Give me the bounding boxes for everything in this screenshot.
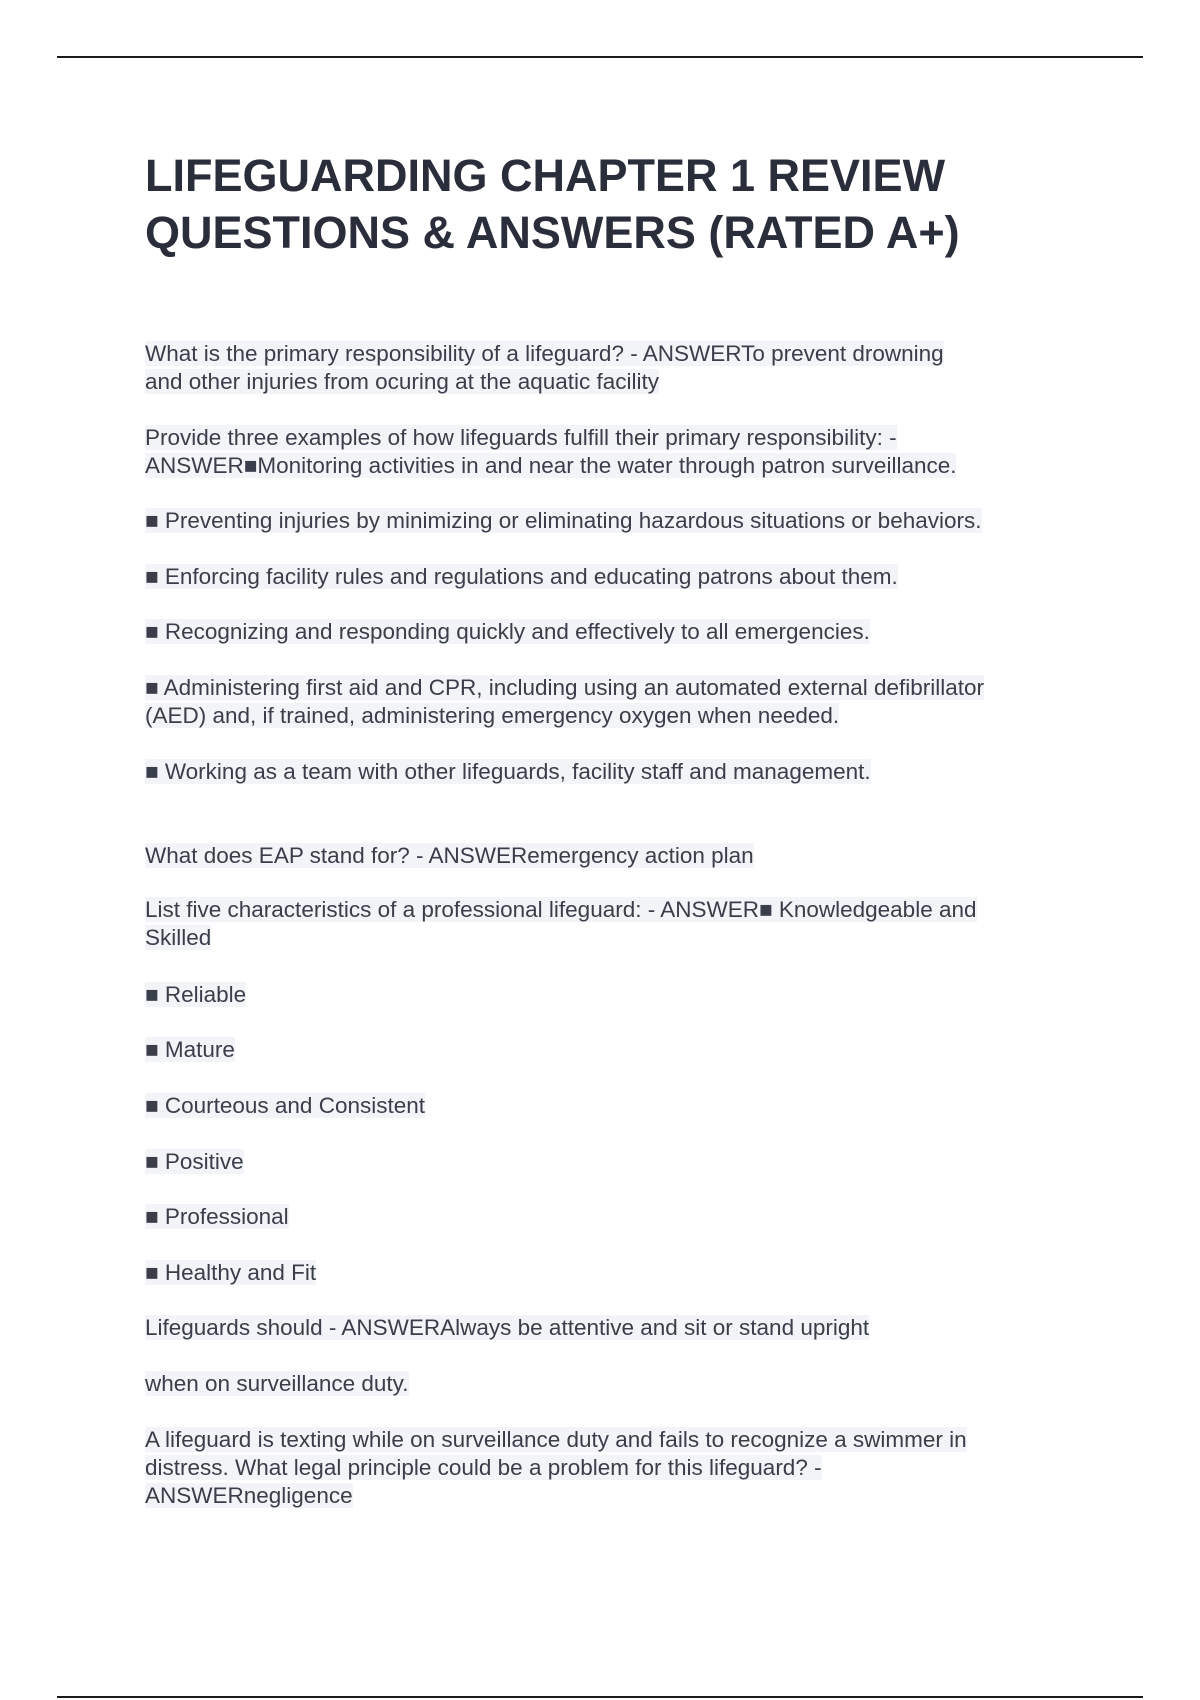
bullet-positive: ■ Positive: [145, 1149, 244, 1174]
document-title: LIFEGUARDING CHAPTER 1 REVIEW QUESTIONS & ANSWERS (RATED A+): [145, 150, 960, 258]
bullet-preventing-injuries: ■ Preventing injuries by minimizing or eliminating hazardous situations or behaviors.: [145, 508, 982, 533]
footer-rule: [57, 1696, 1143, 1698]
bullet-mature: ■ Mature: [145, 1037, 235, 1062]
paragraph-lifeguards-should: Lifeguards should - ANSWERAlways be attentive and sit or stand upright: [145, 1315, 870, 1340]
bullet-professional: ■ Professional: [145, 1204, 289, 1229]
bullet-enforcing-rules: ■ Enforcing facility rules and regulations and educating patrons about them.: [145, 564, 898, 589]
bullet-reliable: ■ Reliable: [145, 982, 247, 1007]
bullet-healthy-fit: ■ Healthy and Fit: [145, 1260, 317, 1285]
paragraph-texting-negligence: A lifeguard is texting while on surveillance duty and fails to recognize a swimmer in distress. What legal principle could be a problem for this lifeguard? - ANSWERnegligence: [145, 1427, 967, 1508]
header-rule: [57, 56, 1143, 58]
paragraph-five-characteristics: List five characteristics of a professional lifeguard: - ANSWER■ Knowledgeable and Skilled: [145, 897, 977, 950]
bullet-teamwork: ■ Working as a team with other lifeguards, facility staff and management.: [145, 759, 871, 784]
paragraph-primary-responsibility: What is the primary responsibility of a lifeguard? - ANSWERTo prevent drowning and other injuries from ocuring at the aquatic facility: [145, 341, 944, 394]
paragraph-three-examples: Provide three examples of how lifeguards fulfill their primary responsibility: - ANSWER■Monitoring activities in and near the water through patron surveillance.: [145, 425, 957, 478]
bullet-courteous: ■ Courteous and Consistent: [145, 1093, 425, 1118]
bullet-recognizing-emergencies: ■ Recognizing and responding quickly and effectively to all emergencies.: [145, 619, 870, 644]
paragraph-eap: What does EAP stand for? - ANSWERemergency action plan: [145, 843, 754, 868]
bullet-first-aid-cpr: ■ Administering first aid and CPR, including using an automated external defibrillator (AED) and, if trained, administering emergency oxygen when needed.: [145, 675, 985, 728]
paragraph-surveillance-duty: when on surveillance duty.: [145, 1371, 409, 1396]
